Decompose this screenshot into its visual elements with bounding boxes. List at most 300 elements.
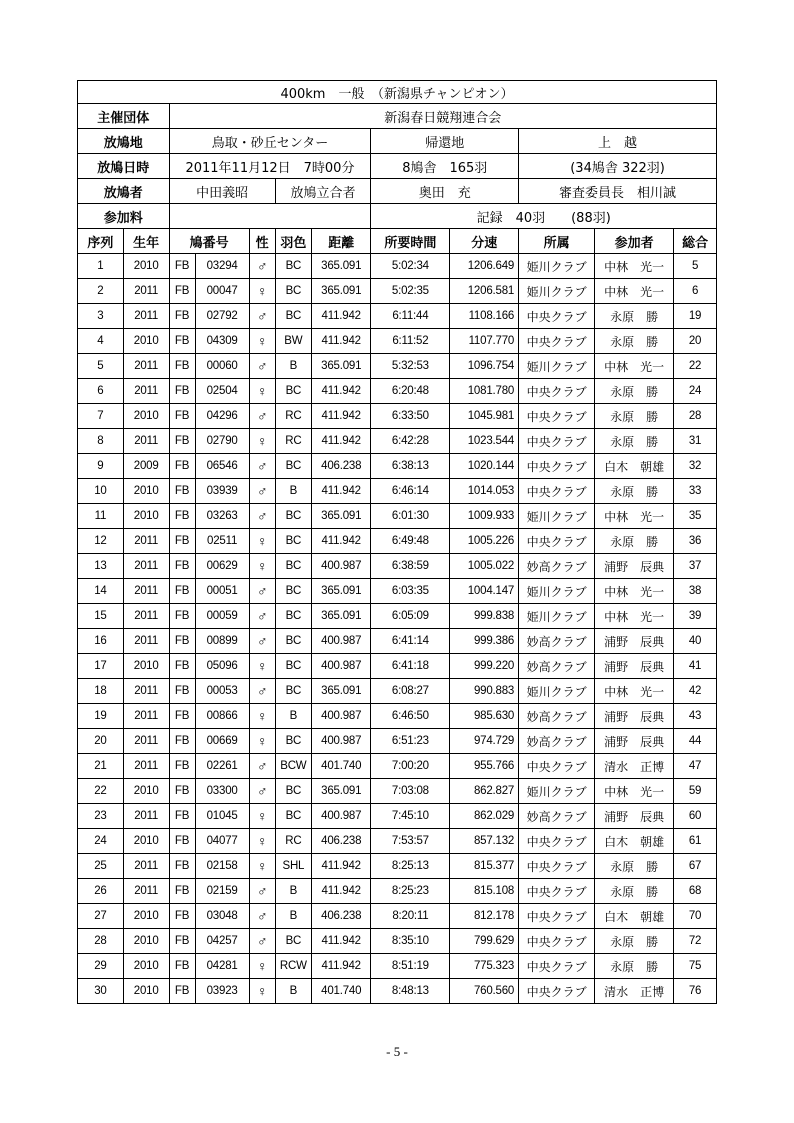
cell-speed: 799.629: [450, 929, 519, 954]
cell-rank: 14: [78, 579, 124, 604]
table-row: [78, 329, 717, 354]
cell-speed: 1005.022: [450, 554, 519, 579]
cell-sex: ♂: [249, 504, 275, 529]
cell-rank: 22: [78, 779, 124, 804]
cell-flight-time: 5:02:35: [371, 279, 450, 304]
cell-sex: ♀: [249, 854, 275, 879]
lofts-birds-total: (34鳩舎 322羽): [519, 154, 717, 179]
cell-ring-number: 00047: [195, 279, 249, 304]
cell-speed: 999.838: [450, 604, 519, 629]
cell-sex: ♂: [249, 579, 275, 604]
cell-ring-number: 02159: [195, 879, 249, 904]
cell-ring-prefix: FB: [169, 804, 195, 829]
cell-overall-rank: 44: [674, 729, 717, 754]
cell-ring-number: 02504: [195, 379, 249, 404]
table-row: [78, 379, 717, 404]
cell-ring-prefix: FB: [169, 329, 195, 354]
cell-speed: 815.108: [450, 879, 519, 904]
cell-owner: 清水 正博: [595, 979, 674, 1004]
cell-owner: 清水 正博: [595, 754, 674, 779]
cell-overall-rank: 61: [674, 829, 717, 854]
cell-flight-time: 8:48:13: [371, 979, 450, 1004]
cell-year: 2011: [123, 579, 169, 604]
cell-feather-color: BC: [275, 679, 311, 704]
cell-flight-time: 5:32:53: [371, 354, 450, 379]
cell-flight-time: 6:46:14: [371, 479, 450, 504]
cell-ring-prefix: FB: [169, 879, 195, 904]
cell-rank: 9: [78, 454, 124, 479]
title-row: [78, 81, 717, 104]
table-row: [78, 404, 717, 429]
cell-feather-color: BC: [275, 504, 311, 529]
cell-club: 中央クラブ: [519, 529, 595, 554]
cell-speed: 985.630: [450, 704, 519, 729]
cell-year: 2011: [123, 279, 169, 304]
cell-rank: 24: [78, 829, 124, 854]
cell-rank: 2: [78, 279, 124, 304]
cell-distance: 411.942: [312, 929, 371, 954]
cell-overall-rank: 31: [674, 429, 717, 454]
cell-year: 2010: [123, 979, 169, 1004]
cell-club: 中央クラブ: [519, 854, 595, 879]
cell-year: 2011: [123, 729, 169, 754]
table-row: [78, 879, 717, 904]
cell-overall-rank: 28: [674, 404, 717, 429]
cell-feather-color: B: [275, 354, 311, 379]
cell-owner: 白木 朝雄: [595, 904, 674, 929]
cell-sex: ♀: [249, 379, 275, 404]
cell-flight-time: 8:25:13: [371, 854, 450, 879]
cell-flight-time: 5:02:34: [371, 254, 450, 279]
table-row: [78, 979, 717, 1004]
cell-sex: ♀: [249, 279, 275, 304]
cell-ring-prefix: FB: [169, 954, 195, 979]
fee-label: 参加料: [78, 204, 170, 229]
cell-ring-number: 04257: [195, 929, 249, 954]
cell-year: 2010: [123, 954, 169, 979]
cell-rank: 12: [78, 529, 124, 554]
cell-rank: 11: [78, 504, 124, 529]
cell-year: 2010: [123, 479, 169, 504]
cell-overall-rank: 38: [674, 579, 717, 604]
cell-speed: 857.132: [450, 829, 519, 854]
cell-rank: 25: [78, 854, 124, 879]
cell-club: 中央クラブ: [519, 754, 595, 779]
cell-flight-time: 6:38:59: [371, 554, 450, 579]
cell-feather-color: BC: [275, 454, 311, 479]
organizer-row: [78, 104, 717, 129]
cell-overall-rank: 41: [674, 654, 717, 679]
cell-rank: 21: [78, 754, 124, 779]
cell-club: 妙高クラブ: [519, 729, 595, 754]
col-header-color: 羽色: [275, 229, 311, 254]
cell-owner: 中林 光一: [595, 254, 674, 279]
cell-owner: 永原 勝: [595, 429, 674, 454]
table-row: [78, 479, 717, 504]
release-place-label: 放鳩地: [78, 129, 170, 154]
cell-overall-rank: 33: [674, 479, 717, 504]
cell-ring-prefix: FB: [169, 629, 195, 654]
cell-sex: ♀: [249, 729, 275, 754]
cell-feather-color: BC: [275, 804, 311, 829]
cell-speed: 815.377: [450, 854, 519, 879]
col-header-speed: 分速: [450, 229, 519, 254]
cell-year: 2011: [123, 629, 169, 654]
cell-feather-color: BC: [275, 279, 311, 304]
cell-club: 中央クラブ: [519, 404, 595, 429]
cell-distance: 401.740: [312, 979, 371, 1004]
table-row: [78, 254, 717, 279]
cell-club: 中央クラブ: [519, 879, 595, 904]
cell-owner: 永原 勝: [595, 379, 674, 404]
cell-feather-color: BC: [275, 529, 311, 554]
page-number: - 5 -: [386, 1044, 408, 1059]
table-row: [78, 554, 717, 579]
col-header-sex: 性: [249, 229, 275, 254]
cell-distance: 411.942: [312, 329, 371, 354]
cell-distance: 365.091: [312, 579, 371, 604]
cell-distance: 400.987: [312, 629, 371, 654]
judge: 審査委員長 相川誠: [519, 179, 717, 204]
cell-feather-color: BCW: [275, 754, 311, 779]
cell-ring-number: 03294: [195, 254, 249, 279]
cell-ring-prefix: FB: [169, 929, 195, 954]
cell-owner: 永原 勝: [595, 954, 674, 979]
cell-speed: 974.729: [450, 729, 519, 754]
cell-year: 2011: [123, 854, 169, 879]
table-row: [78, 729, 717, 754]
cell-ring-number: 00051: [195, 579, 249, 604]
cell-feather-color: B: [275, 904, 311, 929]
cell-overall-rank: 67: [674, 854, 717, 879]
cell-flight-time: 6:51:23: [371, 729, 450, 754]
cell-ring-prefix: FB: [169, 454, 195, 479]
cell-flight-time: 6:41:14: [371, 629, 450, 654]
cell-owner: 永原 勝: [595, 854, 674, 879]
cell-ring-prefix: FB: [169, 754, 195, 779]
cell-flight-time: 6:33:50: [371, 404, 450, 429]
cell-feather-color: B: [275, 979, 311, 1004]
cell-club: 妙高クラブ: [519, 654, 595, 679]
cell-speed: 1108.166: [450, 304, 519, 329]
cell-speed: 1107.770: [450, 329, 519, 354]
cell-feather-color: BC: [275, 379, 311, 404]
cell-ring-number: 01045: [195, 804, 249, 829]
cell-distance: 411.942: [312, 529, 371, 554]
cell-flight-time: 8:51:19: [371, 954, 450, 979]
cell-rank: 26: [78, 879, 124, 904]
cell-ring-number: 02790: [195, 429, 249, 454]
table-row: [78, 354, 717, 379]
cell-distance: 406.238: [312, 829, 371, 854]
cell-club: 姫川クラブ: [519, 604, 595, 629]
cell-rank: 4: [78, 329, 124, 354]
cell-distance: 365.091: [312, 504, 371, 529]
cell-owner: 中林 光一: [595, 779, 674, 804]
cell-ring-number: 02792: [195, 304, 249, 329]
return-place-value: 上 越: [519, 129, 717, 154]
cell-distance: 406.238: [312, 454, 371, 479]
cell-ring-prefix: FB: [169, 554, 195, 579]
cell-ring-prefix: FB: [169, 604, 195, 629]
cell-club: 中央クラブ: [519, 429, 595, 454]
cell-year: 2009: [123, 454, 169, 479]
cell-club: 姫川クラブ: [519, 504, 595, 529]
cell-feather-color: BC: [275, 929, 311, 954]
cell-speed: 1045.981: [450, 404, 519, 429]
cell-feather-color: BC: [275, 604, 311, 629]
table-row: [78, 504, 717, 529]
cell-overall-rank: 5: [674, 254, 717, 279]
cell-overall-rank: 36: [674, 529, 717, 554]
cell-overall-rank: 43: [674, 704, 717, 729]
cell-rank: 27: [78, 904, 124, 929]
cell-year: 2011: [123, 304, 169, 329]
cell-sex: ♀: [249, 429, 275, 454]
cell-ring-number: 03263: [195, 504, 249, 529]
cell-distance: 400.987: [312, 804, 371, 829]
cell-feather-color: BC: [275, 254, 311, 279]
cell-club: 姫川クラブ: [519, 679, 595, 704]
cell-club: 姫川クラブ: [519, 354, 595, 379]
cell-distance: 406.238: [312, 904, 371, 929]
cell-distance: 411.942: [312, 304, 371, 329]
table-row: [78, 454, 717, 479]
cell-rank: 23: [78, 804, 124, 829]
cell-owner: 中林 光一: [595, 354, 674, 379]
cell-club: 中央クラブ: [519, 379, 595, 404]
organizer-value: 新潟春日競翔連合会: [169, 104, 716, 129]
cell-ring-prefix: FB: [169, 354, 195, 379]
table-row: [78, 929, 717, 954]
cell-distance: 401.740: [312, 754, 371, 779]
releaser-row: [78, 179, 717, 204]
cell-ring-prefix: FB: [169, 579, 195, 604]
cell-ring-prefix: FB: [169, 479, 195, 504]
cell-feather-color: RC: [275, 829, 311, 854]
cell-ring-prefix: FB: [169, 254, 195, 279]
cell-ring-prefix: FB: [169, 829, 195, 854]
cell-speed: 1206.649: [450, 254, 519, 279]
cell-flight-time: 6:46:50: [371, 704, 450, 729]
cell-sex: ♂: [249, 354, 275, 379]
cell-speed: 1005.226: [450, 529, 519, 554]
cell-feather-color: RCW: [275, 954, 311, 979]
cell-year: 2011: [123, 379, 169, 404]
cell-year: 2010: [123, 779, 169, 804]
cell-distance: 365.091: [312, 779, 371, 804]
cell-club: 中央クラブ: [519, 954, 595, 979]
cell-rank: 16: [78, 629, 124, 654]
cell-rank: 8: [78, 429, 124, 454]
cell-flight-time: 7:53:57: [371, 829, 450, 854]
cell-feather-color: B: [275, 479, 311, 504]
cell-year: 2011: [123, 529, 169, 554]
cell-speed: 862.827: [450, 779, 519, 804]
cell-flight-time: 8:35:10: [371, 929, 450, 954]
table-row: [78, 779, 717, 804]
release-place-row: [78, 129, 717, 154]
cell-sex: ♂: [249, 629, 275, 654]
cell-ring-prefix: FB: [169, 854, 195, 879]
cell-overall-rank: 20: [674, 329, 717, 354]
cell-overall-rank: 59: [674, 779, 717, 804]
col-header-ring: 鳩番号: [169, 229, 249, 254]
release-datetime-label: 放鳩日時: [78, 154, 170, 179]
cell-sex: ♂: [249, 754, 275, 779]
cell-ring-number: 00060: [195, 354, 249, 379]
cell-rank: 13: [78, 554, 124, 579]
cell-ring-prefix: FB: [169, 279, 195, 304]
cell-overall-rank: 72: [674, 929, 717, 954]
col-header-overall: 総合: [674, 229, 717, 254]
cell-owner: 浦野 辰典: [595, 704, 674, 729]
cell-ring-prefix: FB: [169, 729, 195, 754]
cell-club: 妙高クラブ: [519, 804, 595, 829]
document-title: 400km 一般 （新潟県チャンピオン）: [78, 81, 717, 104]
cell-club: 妙高クラブ: [519, 554, 595, 579]
fee-row: [78, 204, 717, 229]
cell-ring-number: 04281: [195, 954, 249, 979]
cell-overall-rank: 75: [674, 954, 717, 979]
cell-distance: 411.942: [312, 404, 371, 429]
cell-year: 2011: [123, 754, 169, 779]
witness-label: 放鳩立合者: [275, 179, 371, 204]
cell-ring-number: 02158: [195, 854, 249, 879]
cell-speed: 1081.780: [450, 379, 519, 404]
cell-overall-rank: 35: [674, 504, 717, 529]
cell-ring-prefix: FB: [169, 529, 195, 554]
cell-overall-rank: 24: [674, 379, 717, 404]
cell-flight-time: 6:11:44: [371, 304, 450, 329]
cell-ring-number: 02261: [195, 754, 249, 779]
cell-speed: 1009.933: [450, 504, 519, 529]
organizer-label: 主催団体: [78, 104, 170, 129]
cell-year: 2011: [123, 354, 169, 379]
cell-ring-prefix: FB: [169, 704, 195, 729]
cell-distance: 400.987: [312, 729, 371, 754]
col-header-time: 所要時間: [371, 229, 450, 254]
cell-ring-number: 00059: [195, 604, 249, 629]
cell-flight-time: 8:20:11: [371, 904, 450, 929]
cell-flight-time: 6:01:30: [371, 504, 450, 529]
cell-sex: ♂: [249, 254, 275, 279]
cell-ring-prefix: FB: [169, 379, 195, 404]
cell-year: 2011: [123, 554, 169, 579]
cell-flight-time: 8:25:23: [371, 879, 450, 904]
cell-overall-rank: 70: [674, 904, 717, 929]
cell-overall-rank: 19: [674, 304, 717, 329]
cell-rank: 6: [78, 379, 124, 404]
cell-year: 2011: [123, 679, 169, 704]
cell-club: 中央クラブ: [519, 479, 595, 504]
cell-sex: ♂: [249, 879, 275, 904]
cell-owner: 永原 勝: [595, 404, 674, 429]
cell-owner: 永原 勝: [595, 329, 674, 354]
cell-sex: ♂: [249, 479, 275, 504]
cell-year: 2010: [123, 654, 169, 679]
cell-sex: ♀: [249, 954, 275, 979]
cell-overall-rank: 40: [674, 629, 717, 654]
cell-ring-prefix: FB: [169, 304, 195, 329]
cell-speed: 812.178: [450, 904, 519, 929]
cell-distance: 365.091: [312, 604, 371, 629]
cell-rank: 1: [78, 254, 124, 279]
cell-feather-color: BC: [275, 779, 311, 804]
cell-distance: 400.987: [312, 654, 371, 679]
lofts-birds: 8鳩舎 165羽: [371, 154, 519, 179]
table-row: [78, 629, 717, 654]
col-header-rank: 序列: [78, 229, 124, 254]
cell-owner: 浦野 辰典: [595, 804, 674, 829]
cell-sex: ♀: [249, 529, 275, 554]
cell-club: 妙高クラブ: [519, 704, 595, 729]
cell-overall-rank: 68: [674, 879, 717, 904]
record-summary: 記録 40羽 (88羽): [371, 204, 717, 229]
cell-year: 2011: [123, 704, 169, 729]
cell-overall-rank: 47: [674, 754, 717, 779]
cell-club: 中央クラブ: [519, 929, 595, 954]
cell-owner: 中林 光一: [595, 504, 674, 529]
cell-feather-color: RC: [275, 429, 311, 454]
cell-owner: 浦野 辰典: [595, 654, 674, 679]
cell-overall-rank: 60: [674, 804, 717, 829]
cell-ring-prefix: FB: [169, 654, 195, 679]
cell-feather-color: BW: [275, 329, 311, 354]
cell-overall-rank: 22: [674, 354, 717, 379]
cell-speed: 775.323: [450, 954, 519, 979]
cell-distance: 411.942: [312, 879, 371, 904]
cell-feather-color: SHL: [275, 854, 311, 879]
cell-feather-color: BC: [275, 654, 311, 679]
cell-distance: 411.942: [312, 954, 371, 979]
cell-distance: 411.942: [312, 479, 371, 504]
cell-club: 妙高クラブ: [519, 629, 595, 654]
cell-ring-number: 04309: [195, 329, 249, 354]
cell-distance: 400.987: [312, 554, 371, 579]
cell-speed: 1004.147: [450, 579, 519, 604]
cell-ring-prefix: FB: [169, 429, 195, 454]
cell-overall-rank: 39: [674, 604, 717, 629]
cell-sex: ♀: [249, 654, 275, 679]
table-row: [78, 854, 717, 879]
releaser-label: 放鳩者: [78, 179, 170, 204]
cell-rank: 29: [78, 954, 124, 979]
release-datetime-row: [78, 154, 717, 179]
cell-year: 2010: [123, 904, 169, 929]
cell-club: 中央クラブ: [519, 454, 595, 479]
table-row: [78, 654, 717, 679]
col-header-distance: 距離: [312, 229, 371, 254]
cell-year: 2011: [123, 604, 169, 629]
cell-club: 中央クラブ: [519, 829, 595, 854]
cell-club: 姫川クラブ: [519, 579, 595, 604]
cell-flight-time: 6:08:27: [371, 679, 450, 704]
cell-owner: 永原 勝: [595, 304, 674, 329]
cell-ring-prefix: FB: [169, 779, 195, 804]
cell-ring-prefix: FB: [169, 679, 195, 704]
table-row: [78, 904, 717, 929]
cell-club: 姫川クラブ: [519, 279, 595, 304]
cell-distance: 365.091: [312, 354, 371, 379]
cell-ring-number: 00053: [195, 679, 249, 704]
cell-feather-color: BC: [275, 629, 311, 654]
cell-sex: ♂: [249, 454, 275, 479]
cell-overall-rank: 42: [674, 679, 717, 704]
cell-rank: 19: [78, 704, 124, 729]
cell-club: 中央クラブ: [519, 904, 595, 929]
cell-speed: 999.386: [450, 629, 519, 654]
